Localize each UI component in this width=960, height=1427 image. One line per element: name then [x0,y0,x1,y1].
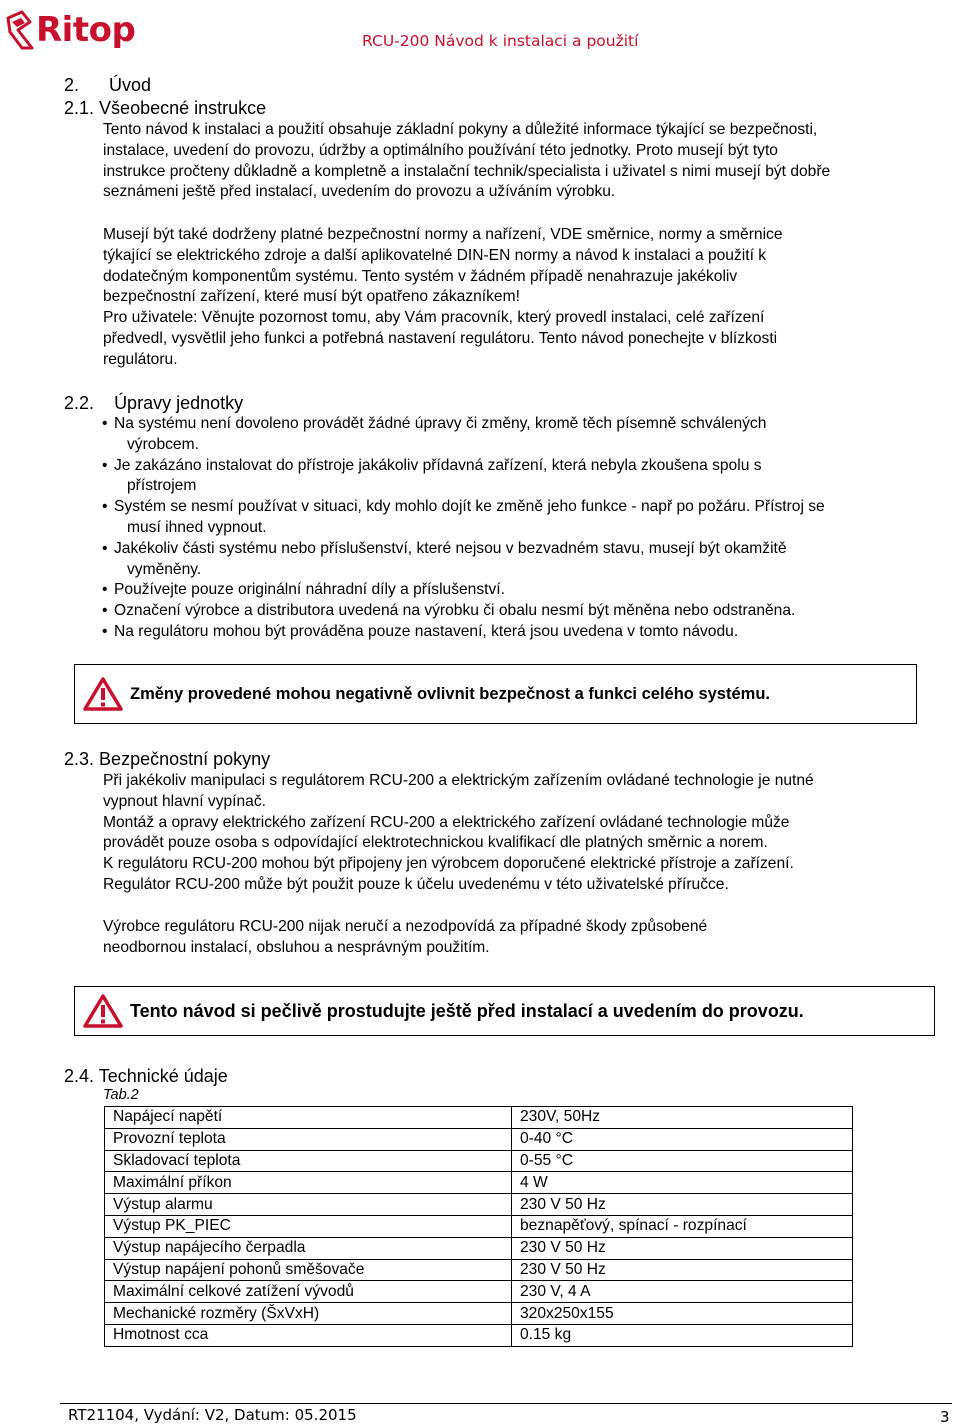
value-cell: 230V, 50Hz [512,1107,853,1129]
table-row [105,1172,853,1194]
table-row [105,1237,853,1259]
text-line: neodbornou instalací, obsluhou a nesprávným použitím. [103,938,490,956]
page-number: 3 [940,1408,950,1426]
table-caption: Tab.2 [103,1087,139,1103]
paragraph-general-1 [103,120,830,203]
parameter-cell: Provozní teplota [105,1128,512,1150]
subsection-title: Úpravy jednotky [114,393,244,413]
table-row [105,1259,853,1281]
subsection-title: Bezpečnostní pokyny [99,749,271,769]
value-cell: 230 V 50 Hz [512,1194,853,1216]
list-item: • Na regulátoru mohou být prováděna pouze nastavení, která jsou uvedena v tomto návodu. [102,622,825,643]
document-title: RCU-200 Návod k instalaci a použití [362,32,639,50]
list-item: • Systém se nesmí používat v situaci, kdy mohlo dojít ke změně jeho funkce - např po požáru. Přístroj se musí ihned vypnout. [102,497,825,539]
text-line: Musejí být také dodrženy platné bezpečnostní normy a nařízení, VDE směrnice, normy a směrnice [103,226,783,243]
value-cell: 0-40 °C [512,1128,853,1150]
value-cell: beznapěťový, spínací - rozpínací [512,1215,853,1237]
table-row [105,1324,853,1346]
text-line: Pro uživatele: Věnujte pozornost tomu, aby Vám pracovník, který provedl instalaci, celé zařízení [103,309,765,327]
subsection-heading-2-4 [64,1066,228,1087]
parameter-cell: Hmotnost cca [105,1324,512,1346]
text-line: regulátoru. [103,350,178,368]
subsection-heading-2-1 [64,98,266,119]
text-line: Regulátor RCU-200 může být použit pouze k účelu uvedenému v této uživatelské příručce. [103,875,729,893]
technical-data-table [104,1106,853,1347]
list-item: • Označení výrobce a distributora uvedená na výrobku či obalu nesmí být měněna nebo odstraněna. [102,601,825,622]
text-line: provádět pouze osoba s odpovídající elektrotechnickou kvalifikací dle platných směrnic a norem. [103,834,768,852]
value-cell: 320x250x155 [512,1303,853,1325]
text-line: bezpečnostní zařízení, které musí být opatřeno zákazníkem! [103,288,520,306]
value-cell: 230 V 50 Hz [512,1259,853,1281]
paragraph-general-2 [103,225,783,371]
text-line: Výrobce regulátoru RCU-200 nijak neručí a nezodpovídá za případné škody způsobené [103,918,708,935]
warning-triangle-icon [83,677,123,711]
list-item: • Na systému není dovoleno provádět žádné úpravy či změny, kromě těch písemně schválených výrobcem. [102,414,825,456]
subsection-number: 2.1. [64,98,95,118]
parameter-cell: Výstup napájení pohonů směšovače [105,1259,512,1281]
warning-text: Tento návod si pečlivě prostudujte ještě před instalací a uvedením do provozu. [130,1000,804,1021]
table-row [105,1107,853,1129]
parameter-cell: Výstup alarmu [105,1194,512,1216]
text-line: instalace, uvedení do provozu, údržby a optimálního používání této jednotky. Proto musejí být tyto [103,141,778,159]
ritop-logo-icon [4,10,34,50]
modifications-list [102,414,825,643]
text-line: instrukce pročteny důkladně a kompletně a instalační technik/specialista i uživatel s nimi musejí být dobře [103,162,831,180]
value-cell: 4 W [512,1172,853,1194]
text-line: Při jakékoliv manipulaci s regulátorem RCU-200 a elektrickým zařízením ovládané technologie je nutné [103,772,814,789]
warning-triangle-icon [83,994,123,1028]
table-row [105,1215,853,1237]
parameter-cell: Výstup PK_PIEC [105,1215,512,1237]
text-line: vypnout hlavní vypínač. [103,792,266,810]
parameter-cell: Napájecí napětí [105,1107,512,1129]
warning-text: Změny provedené mohou negativně ovlivnit bezpečnost a funkci celého systému. [130,684,770,703]
table-row [105,1303,853,1325]
section-number: 2. [64,75,80,95]
parameter-cell: Mechanické rozměry (ŠxVxH) [105,1303,512,1325]
subsection-title: Technické údaje [98,1066,228,1086]
parameter-cell: Maximální celkové zatížení vývodů [105,1281,512,1303]
company-logo [4,8,135,52]
footer-divider [60,1403,952,1404]
section-title: Úvod [109,75,152,95]
text-line: dodatečným komponentům systému. Tento systém v žádném případě nenahrazuje jakékoliv [103,267,738,285]
list-item: • Jakékoliv části systému nebo příslušenství, které nejsou v bezvadném stavu, musejí být okamžitě vyměněny. [102,539,825,581]
text-line: předvedl, vysvětlil jeho funkci a potřebná nastavení regulátoru. Tento návod ponechejte v blízkosti [103,329,778,347]
warning-box-modifications [74,664,917,724]
table-row [105,1150,853,1172]
value-cell: 230 V, 4 A [512,1281,853,1303]
subsection-number: 2.3. [64,749,95,769]
table-row [105,1194,853,1216]
parameter-cell: Skladovací teplota [105,1150,512,1172]
footer-text: RT21104, Vydání: V2, Datum: 05.2015 [68,1406,357,1424]
subsection-heading-2-2 [64,393,243,414]
text-line: Tento návod k instalaci a použití obsahuje základní pokyny a důležité informace týkající se bezpečnosti, [103,121,818,138]
parameter-cell: Maximální příkon [105,1172,512,1194]
parameter-cell: Výstup napájecího čerpadla [105,1237,512,1259]
value-cell: 0-55 °C [512,1150,853,1172]
logo-text: Ritop [36,10,136,50]
value-cell: 230 V 50 Hz [512,1237,853,1259]
list-item: • Je zakázáno instalovat do přístroje jakákoliv přídavná zařízení, která nebyla zkoušena spolu s přístrojem [102,456,825,498]
text-line: K regulátoru RCU-200 mohou být připojeny jen výrobcem doporučené elektrické přístroje a zařízení. [103,855,794,873]
subsection-title: Všeobecné instrukce [99,98,267,118]
section-heading [64,75,151,96]
text-line: Montáž a opravy elektrického zařízení RCU-200 a elektrického zařízení ovládané technologie může [103,813,790,831]
table-row [105,1128,853,1150]
text-line: týkající se elektrického zdroje a další aplikovatelné DIN-EN normy a návod k instalaci a použití k [103,246,767,264]
paragraph-safety-1 [103,771,814,896]
table-row [105,1281,853,1303]
subsection-heading-2-3 [64,749,270,770]
text-line: seznámeni ještě před instalací, uvedením do provozu a užíváním výrobku. [103,183,616,201]
value-cell: 0.15 kg [512,1324,853,1346]
subsection-number: 2.2. [64,393,95,413]
warning-box-read-manual [74,986,935,1036]
subsection-number: 2.4. [64,1066,95,1086]
list-item: • Používejte pouze originální náhradní díly a příslušenství. [102,580,825,601]
paragraph-safety-2 [103,917,707,959]
